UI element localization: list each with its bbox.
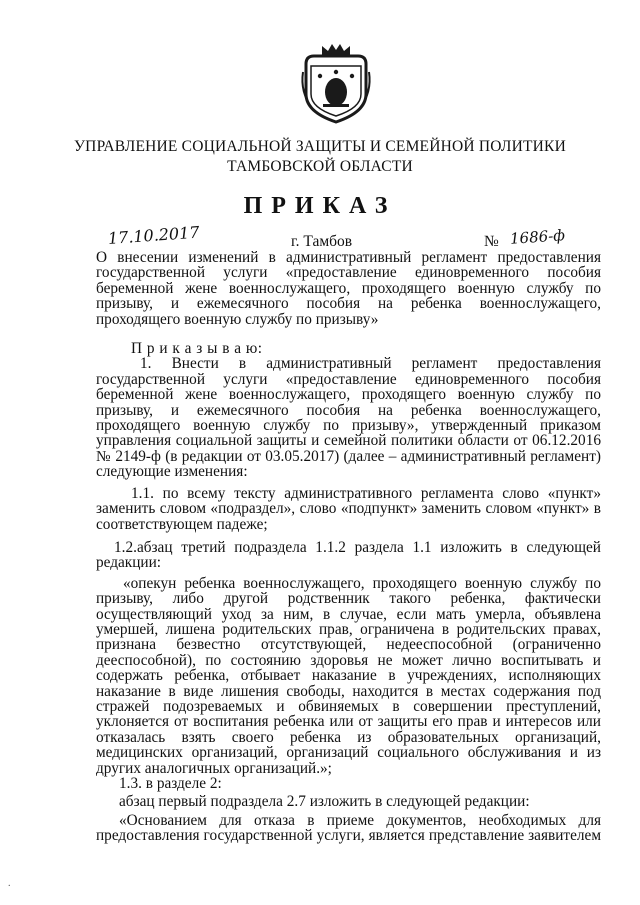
quote-line: наказание в виде лишения свободы, находится в местах содержания под [96, 682, 601, 700]
paragraph-line: № 2149-ф (в редакции от 03.05.2017) (далее – административный регламент) [96, 447, 601, 465]
handwritten-date: 17.10.2017 [107, 222, 201, 248]
quote-line: осуществляющий уход за ним, в случае, если мать умерла, объявлена [96, 605, 601, 623]
subject-line: беременной жене военнослужащего, проходящего военную службу по [96, 279, 601, 297]
item-1-3-paragraph: абзац первый подраздела 2.7 изложить в следующей редакции: [119, 793, 530, 811]
subject-line: О внесении изменений в административный регламент предоставления [96, 249, 601, 266]
paragraph-line: 1.2.абзац третий подраздела 1.1.2 раздела 1.1 изложить в следующей [114, 538, 601, 556]
quote-line: предоставления государственной услуги, является представление заявителем [96, 827, 601, 845]
quote-line: умершей, лишена родительских прав, ограничена в родительских правах, [96, 620, 601, 638]
paragraph-line: соответствующем падеже; [96, 515, 268, 533]
document-body [96, 250, 601, 844]
quote-line: «опекун ребенка военнослужащего, проходящего военную службу по [123, 574, 601, 592]
number-label: № [484, 233, 499, 250]
organization-name-line2: ТАМБОВСКОЙ ОБЛАСТИ [227, 158, 413, 175]
paragraph-line: беременной жене военнослужащего, проходящего военную службу по [96, 386, 601, 404]
organization-name-line1: УПРАВЛЕНИЕ СОЦИАЛЬНОЙ ЗАЩИТЫ И СЕМЕЙНОЙ ПОЛИТИКИ [74, 138, 566, 155]
paragraph-line: проходящего военную службу по призыву», утвержденный приказом [96, 417, 601, 435]
coat-of-arms-emblem-icon [298, 42, 374, 126]
paragraph-line: 1.1. по всему тексту административного регламента слово «пункт» [131, 484, 601, 502]
scan-artifact: . [8, 878, 11, 889]
document-city: г. Тамбов [291, 233, 353, 250]
paragraph-line: призыву, и ежемесячного пособия на ребенка военнослужащего, [96, 401, 601, 419]
handwritten-number: 1686-ф [509, 226, 566, 248]
subject-line: призыву, и ежемесячного пособия на ребенка военнослужащего, [96, 295, 601, 313]
paragraph-line: управления социальной защиты и семейной политики области от 06.12.2016 [96, 432, 601, 450]
quote-line: дееспособной), по состоянию здоровья не может лично воспитывать и [96, 651, 601, 669]
subject-line: государственной услуги «предоставление единовременного пособия [96, 264, 601, 282]
paragraph-line: заменить словом «подраздел», слово «подпункт» заменить словом «пункт» в [96, 500, 601, 518]
document-title: ПРИКАЗ [243, 193, 397, 219]
subject-line: проходящего военную службу по призыву» [96, 310, 379, 328]
quote-block-2 [96, 813, 601, 844]
quote-line: признана безвестно отсутствующей, недееспособной (ограниченно [96, 636, 601, 654]
paragraph-line: следующие изменения: [96, 463, 248, 481]
item-1 [96, 356, 601, 479]
item-1-1 [96, 486, 601, 532]
order-word: П р и к а з ы в а ю: [131, 340, 263, 358]
quote-line: содержать ребенка, отбывает наказание в учреждениях, исполняющих [96, 667, 601, 685]
quote-line: отказалась взять своего ребенка из образовательных организаций, [96, 728, 601, 746]
quote-block-1 [96, 576, 601, 776]
paragraph-line: государственной услуги «предоставление единовременного пособия [96, 370, 601, 388]
quote-line: «Основанием для отказа в приеме документов, необходимых для [119, 811, 601, 829]
item-1-3: 1.3. в разделе 2: [119, 775, 222, 792]
quote-line: стражей подозреваемых и обвиняемых в совершении преступлений, [96, 697, 601, 715]
paragraph-line: 1. Внести в административный регламент предоставления [140, 355, 601, 373]
quote-line: уклоняется от воспитания ребенка или от защиты его прав и интересов или [96, 713, 601, 731]
subject-block [96, 250, 601, 327]
quote-line: призыву, либо другой родственник такого ребенка, фактически [96, 590, 601, 608]
paragraph-line: редакции: [96, 554, 162, 572]
quote-line: медицинских организаций, организаций социального обслуживания и из [96, 744, 601, 762]
quote-line: других аналогичных организаций.»; [96, 759, 332, 777]
item-1-2 [96, 540, 601, 571]
